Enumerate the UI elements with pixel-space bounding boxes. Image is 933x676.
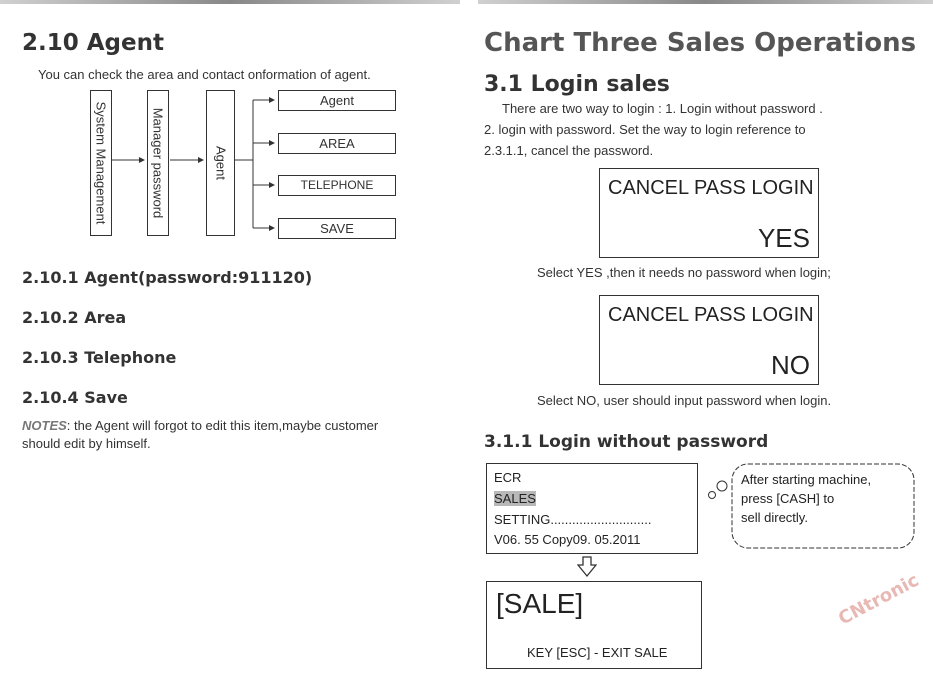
notes-label: NOTES [22,418,67,433]
sale-screen [486,581,702,669]
diagram-arrows [108,88,298,238]
diagram-item-telephone: TELEPHONE [278,175,396,196]
section-title-agent: 2.10 Agent [22,30,164,56]
diagram-item-agent: Agent [278,90,396,111]
menu-line-setting: SETTING............................ [494,512,652,527]
diagram-item-area: AREA [278,133,396,154]
notes-text: : the Agent will forgot to edit this item,maybe customer [66,418,379,433]
login-para-line1: There are two way to login : 1. Login without password . [502,101,823,116]
diagram-item-save: SAVE [278,218,396,239]
menu-line-ecr: ECR [494,470,522,485]
caption-yes: Select YES ,then it needs no password when login; [537,265,831,280]
subsection-area: 2.10.2 Area [22,308,127,327]
notes-text-2: should edit by himself. [22,436,151,451]
ecr-menu-screen [486,463,698,554]
login-para-line2: 2. login with password. Set the way to login reference to [484,122,806,137]
chapter-title: Chart Three Sales Operations [484,28,917,58]
cntronic-watermark [835,570,922,630]
menu-line-version: V06. 55 Copy09. 05.2011 [494,532,641,547]
agent-box-label: Agent [213,146,228,180]
subsection-agent-password: 2.10.1 Agent(password:911120) [22,268,313,287]
watermark-text: CNtronic [835,569,923,630]
bubble-line-1: After starting machine, [741,472,872,487]
section-title-login-sales: 3.1 Login sales [484,72,670,97]
subsection-telephone: 2.10.3 Telephone [22,348,177,367]
notes-paragraph [22,417,452,453]
system-management-label: System Management [93,101,109,225]
caption-no: Select NO, user should input password when login. [537,393,832,408]
sale-screen-footer: KEY [ESC] - EXIT SALE [527,645,668,660]
login-para-line3: 2.3.1.1, cancel the password. [484,143,654,158]
sale-screen-title: [SALE] [496,588,584,619]
lcd-yes-value: YES [757,223,810,253]
lcd-yes-top-text: CANCEL PASS LOGIN [608,177,814,199]
bubble-line-2: press [CASH] to [741,491,835,506]
manager-password-label: Manager password [150,107,166,219]
bubble-line-3: sell directly. [741,510,808,525]
lcd-no-top-text: CANCEL PASS LOGIN [608,304,814,326]
menu-line-sales: SALES [494,491,536,506]
lcd-cancel-pass-yes [599,168,819,258]
top-rule-right [478,0,933,4]
lcd-cancel-pass-no [599,295,819,385]
down-arrow-icon [577,556,597,578]
top-rule-left [0,0,460,4]
subsection-save: 2.10.4 Save [22,388,128,407]
intro-text: You can check the area and contact onformation of agent. [38,67,371,82]
subsection-login-without-password: 3.1.1 Login without password [484,432,769,452]
lcd-no-value: NO [771,350,810,380]
